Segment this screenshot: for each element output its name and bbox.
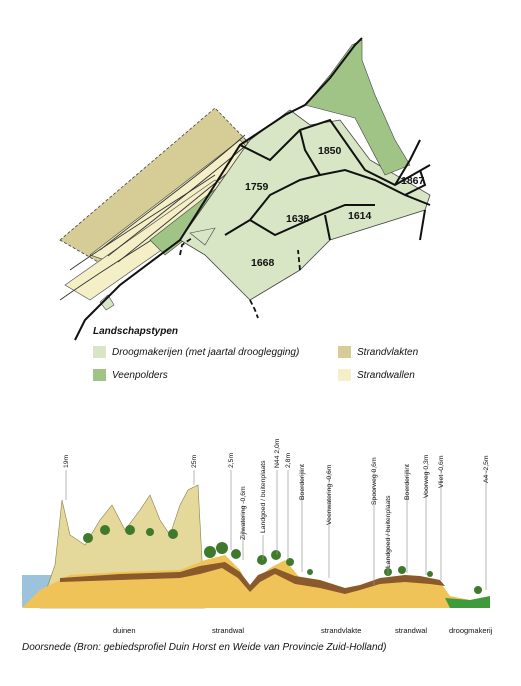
profile-label-19m: 19m <box>63 454 70 468</box>
profile-label-2-8m: 2,8m <box>285 452 292 468</box>
legend-label-strandwallen: Strandwallen <box>357 370 415 381</box>
profile-label-landgoed-2: Landgoed / buitenplaats <box>385 495 392 568</box>
zone-label-droogmakerij: droogmakerij <box>449 626 493 635</box>
profile-label-a4: A4 -2,5m <box>483 455 490 483</box>
year-label-1668: 1668 <box>251 257 275 269</box>
zone-label-strandwal-1: strandwal <box>212 626 245 635</box>
year-label-1638: 1638 <box>286 213 310 225</box>
profile-label-boerderijlint-1: Boerderijlint <box>299 464 306 500</box>
profile-label-zijlwatering: Zijlwatering -0,6m <box>240 486 247 540</box>
profile-label-voorweg: Voorweg 0,3m <box>423 454 430 498</box>
profile-label-n44: N44 2,0m <box>274 438 281 468</box>
profile-label-2-5m: 2,5m <box>228 452 235 468</box>
year-label-1614: 1614 <box>348 210 372 222</box>
legend-title: Landschapstypen <box>93 326 179 337</box>
legend-swatch-veenpolders <box>93 369 106 381</box>
legend-label-droogmakerijen: Droogmakerijen (met jaartal drooglegging) <box>112 347 300 358</box>
profile-label-25m: 25m <box>191 454 198 468</box>
profile-label-landgoed-1: Landgoed / buitenplaats <box>260 460 267 533</box>
zone-label-strandwal-2: strandwal <box>395 626 428 635</box>
legend-label-veenpolders: Veenpolders <box>112 370 168 381</box>
legend <box>93 326 419 381</box>
figure-caption: Doorsnede (Bron: gebiedsprofiel Duin Horst en Weide van Provincie Zuid-Holland) <box>22 642 387 653</box>
cross-section <box>22 438 493 635</box>
zone-label-duinen: duinen <box>113 626 136 635</box>
legend-swatch-strandwallen <box>338 369 351 381</box>
landscape-map <box>60 38 430 340</box>
profile-label-vliet: Vliet -0,6m <box>438 455 445 488</box>
year-label-1759: 1759 <box>245 181 269 193</box>
profile-label-veenwatering: Veenwatering -0,6m <box>326 464 333 525</box>
year-label-1850: 1850 <box>318 145 342 157</box>
zone-label-strandvlakte: strandvlakte <box>321 626 362 635</box>
legend-swatch-strandvlakten <box>338 346 351 358</box>
legend-swatch-droogmakerijen <box>93 346 106 358</box>
year-label-1867: 1867 <box>401 175 425 187</box>
profile-label-boerderijlint-2: Boerderijlint <box>404 464 411 500</box>
legend-label-strandvlakten: Strandvlakten <box>357 347 419 358</box>
profile-label-spoorweg: Spoorweg 0,6m <box>371 457 378 505</box>
